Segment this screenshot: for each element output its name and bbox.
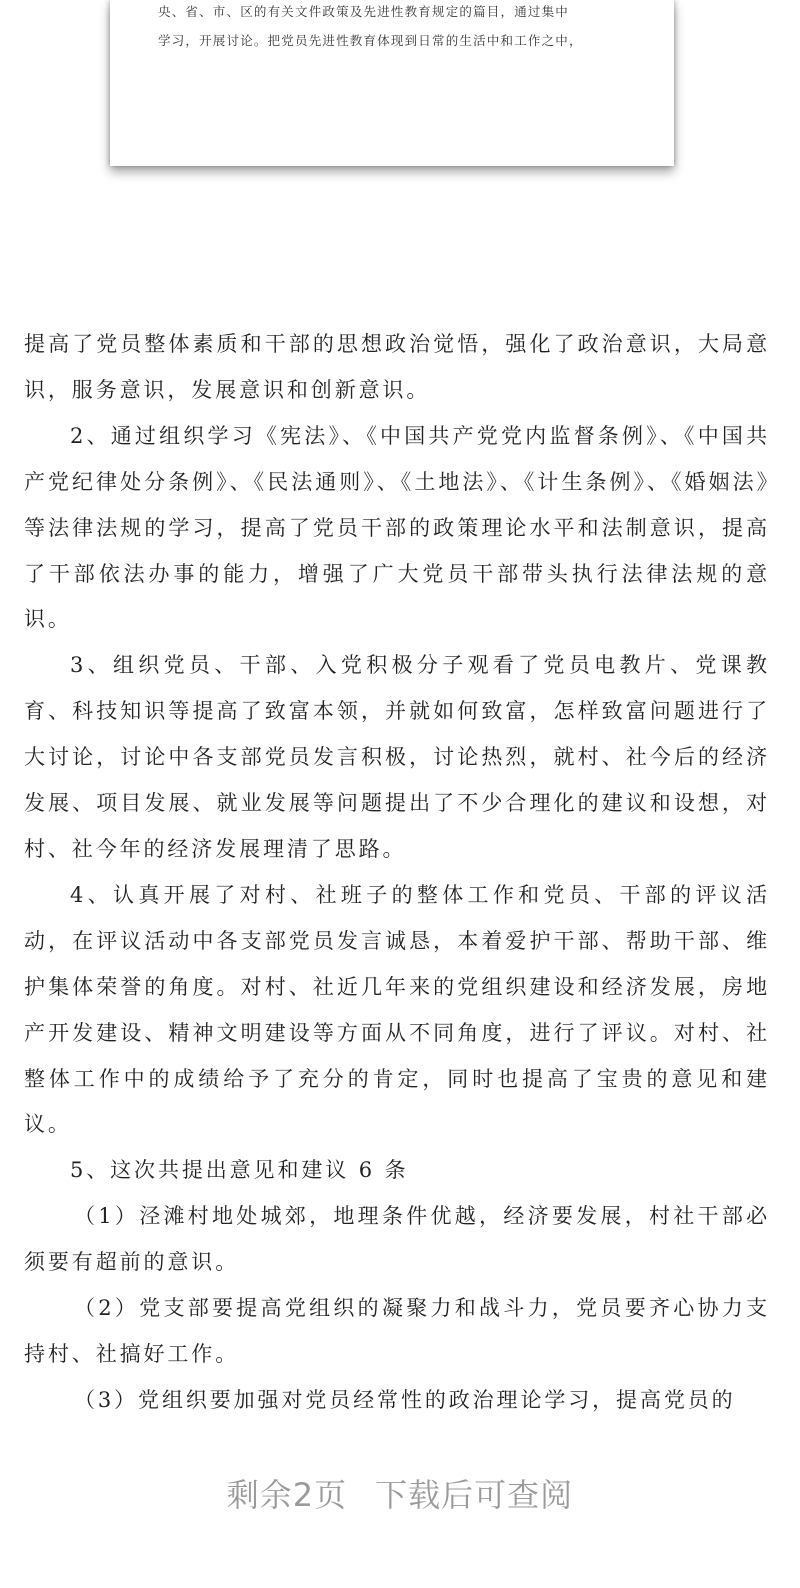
remaining-pages-label: 剩余2页 (226, 1476, 348, 1514)
paragraph-item-4: 4、认真开展了对村、社班子的整体工作和党员、干部的评议活动，在评议活动中各支部党员发言诚恳，本着爱护干部、帮助干部、维护集体荣誉的角度。对村、社近几年来的党组织建设和经济发展，房地产开发建设、精神文明建设等方面从不同角度，进行了评议。对村、社整体工作中的成绩给予了充分的肯定，同时也提高了宝贵的意见和建议。 (24, 882, 770, 1137)
suggestion-3: （3）党组织要加强对党员经常性的政治理论学习，提高党员的 (74, 1387, 736, 1412)
paragraph-item-5: 5、这次共提出意见和建议 6 条 (70, 1158, 409, 1183)
download-prompt[interactable] (0, 1470, 800, 1516)
preview-line-2: 学习，开展讨论。把党员先进性教育体现到日常的生活中和工作之中， (158, 33, 583, 48)
paragraph-item-3: 3、组织党员、干部、入党积极分子观看了党员电教片、党课教育、科技知识等提高了致富本领，并就如何致富，怎样致富问题进行了大讨论，讨论中各支部党员发言积极，讨论热烈，就村、社今后的经济发展、项目发展、就业发展等问题提出了不少合理化的建议和设想，对村、社今年的经济发展理清了思路。 (24, 653, 770, 861)
preview-line-1: 央、省、市、区的有关文件政策及先进性教育规定的篇目，通过集中 (158, 4, 570, 19)
suggestion-2: （2）党支部要提高党组织的凝聚力和战斗力，党员要齐心协力支持村、社搞好工作。 (24, 1296, 770, 1366)
paragraph-continuation: 提高了党员整体素质和干部的思想政治觉悟，强化了政治意识，大局意识，服务意识，发展意识和创新意识。 (24, 332, 770, 402)
previous-page-preview (110, 0, 674, 166)
suggestion-1: （1）泾滩村地处城郊，地理条件优越，经济要发展，村社干部必须要有超前的意识。 (24, 1204, 770, 1275)
document-body (24, 322, 770, 1424)
paragraph-item-2: 2、通过组织学习《宪法》、《中国共产党党内监督条例》、《中国共产党纪律处分条例》、《民法通则》、《土地法》、《计生条例》、《婚姻法》等法律法规的学习，提高了党员干部的政策理论水平和法制意识，提高了干部依法办事的能力，增强了广大党员干部带头执行法律法规的意识。 (24, 423, 770, 632)
download-to-view-label: 下载后可查阅 (375, 1476, 574, 1514)
